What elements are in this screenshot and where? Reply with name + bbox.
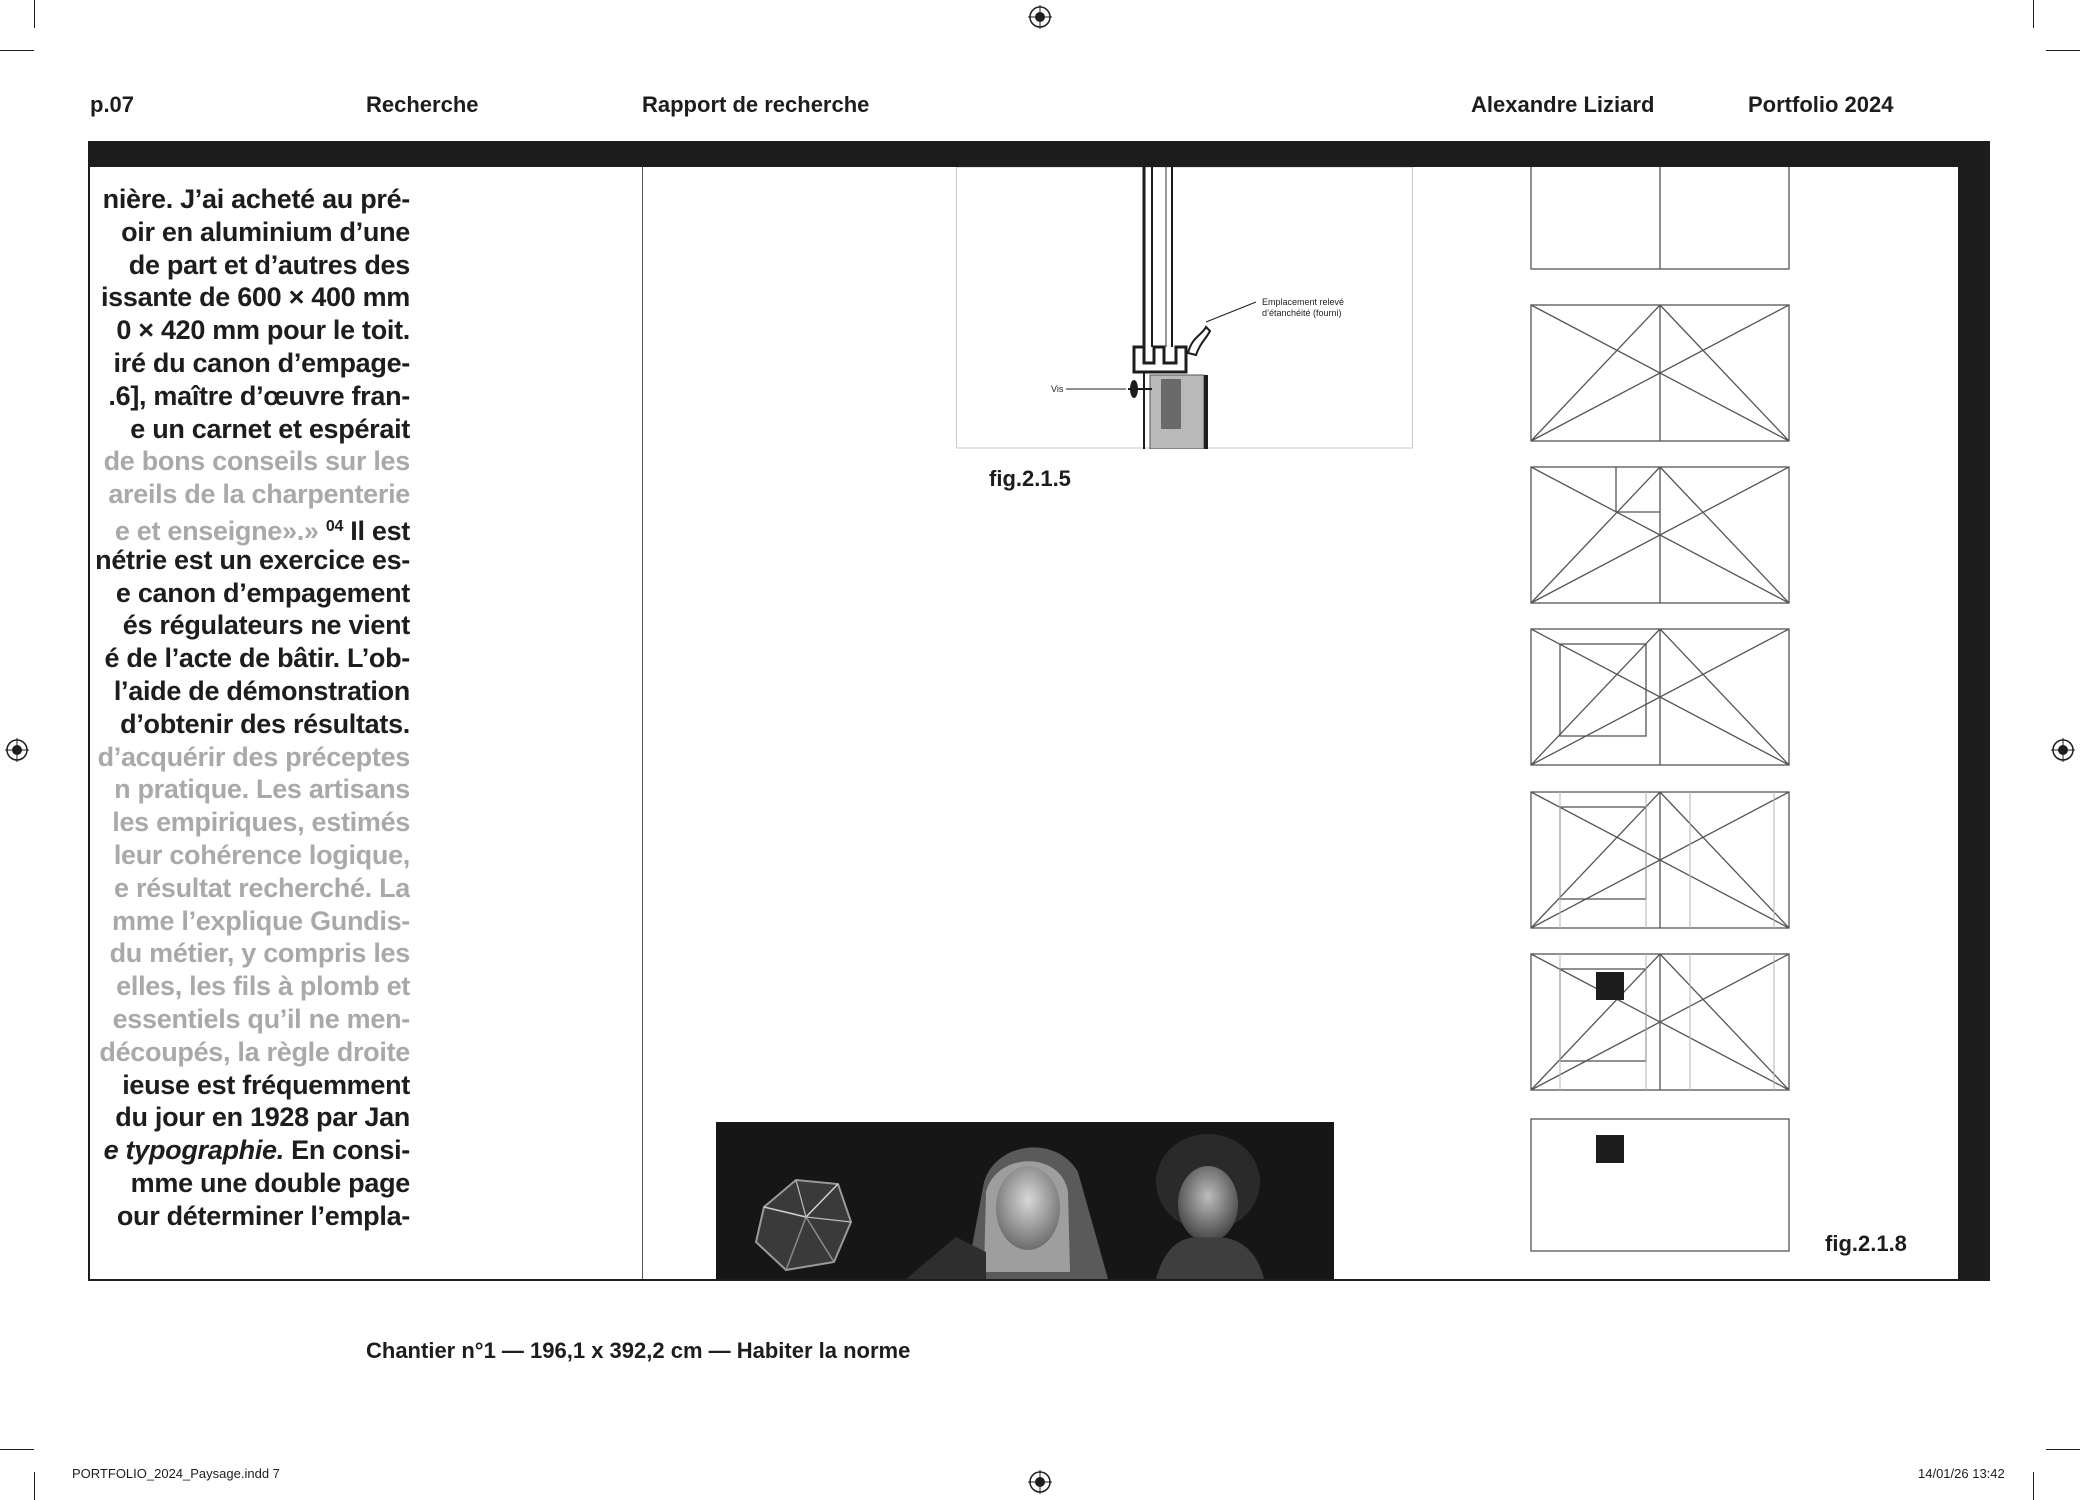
crop-mark [2033, 0, 2034, 28]
publication-title: Portfolio 2024 [1748, 92, 1894, 117]
text-line-content: és régulateurs ne vient [122, 610, 410, 641]
text-line [101, 281, 410, 313]
text-line [112, 806, 410, 838]
portrait-collage-photo [716, 1122, 1334, 1279]
text-line [116, 314, 410, 346]
text-line [121, 216, 410, 248]
text-line-content: les empiriques, estimés [112, 807, 410, 838]
text-line-content: l’aide de démonstration [113, 676, 410, 706]
registration-mark-icon [5, 738, 29, 762]
text-line [129, 249, 410, 281]
footer-caption: Chantier n°1 — 196,1 x 392,2 cm — Habiter la norme [366, 1338, 911, 1363]
text-line-content: e typographie. [103, 1135, 284, 1166]
text-line-content: mme l’explique Gundis- [112, 905, 410, 936]
text-line [98, 741, 410, 773]
text-line [112, 905, 410, 937]
crop-mark [0, 50, 34, 51]
text-line [120, 708, 410, 740]
text-line [105, 642, 411, 674]
text-line-content: .6], maître d’œuvre fran- [108, 380, 410, 411]
registration-mark-icon [1028, 1470, 1052, 1494]
text-line [110, 937, 410, 969]
figure-caption: fig.2.1.5 [989, 466, 1071, 491]
text-line-content: é de l’acte de bâtir. L’ob- [104, 643, 410, 674]
text-line [114, 773, 410, 805]
text-line [115, 511, 410, 547]
author-name: Alexandre Liziard [1471, 92, 1655, 117]
crop-mark [2033, 1472, 2034, 1500]
indesign-file-slug: PORTFOLIO_2024_Paysage.indd 7 [72, 1466, 280, 1481]
text-line-content: iré du canon d’empage- [113, 348, 410, 378]
text-line-content: e résultat recherché. La [114, 872, 410, 903]
grid-construction-diagrams [1530, 167, 1792, 1257]
crop-mark [34, 0, 35, 28]
text-line [108, 478, 410, 510]
text-line [104, 445, 410, 477]
text-line-content: elles, les fils à plomb et [116, 971, 410, 1002]
text-line [130, 413, 410, 445]
seal-label: Emplacement relevé [1262, 297, 1345, 307]
text-line-content: ieuse est fréquemment [122, 1069, 410, 1100]
text-line [114, 872, 410, 904]
text-line [95, 544, 410, 576]
crop-mark [0, 1449, 34, 1450]
text-line-content: d’acquérir des préceptes [97, 741, 410, 772]
text-line-content: mme une double page [130, 1168, 410, 1198]
text-line [123, 609, 410, 641]
text-line [104, 1134, 410, 1166]
footnote-reference: 04 [325, 518, 344, 535]
text-line-content: e et enseigne».» [114, 516, 319, 546]
figure-caption: fig.2.1.8 [1825, 1231, 1907, 1256]
text-line-content: nétrie est un exercice es- [95, 544, 410, 575]
text-line [99, 1036, 410, 1068]
text-line [117, 1200, 410, 1232]
text-line-content: issante de 600 × 400 mm [100, 282, 410, 313]
text-line-content: nière. J’ai acheté au pré- [102, 184, 410, 214]
text-line-content: our déterminer l’empla- [116, 1200, 410, 1231]
text-line [116, 970, 410, 1002]
text-line-content: du métier, y compris les [109, 938, 410, 969]
text-line [113, 1003, 410, 1035]
text-line-content: découpés, la règle droite [99, 1036, 410, 1067]
registration-mark-icon [2051, 738, 2075, 762]
text-line-content: essentiels qu’il ne men- [112, 1004, 410, 1034]
section-title: Recherche [366, 92, 479, 117]
window-section-drawing [956, 167, 1413, 449]
text-line-content: de part et d’autres des [128, 249, 410, 280]
text-line [122, 1069, 410, 1101]
text-line-tail: Il est [343, 516, 410, 546]
text-line [116, 577, 410, 609]
text-line [114, 347, 410, 379]
text-line-content: e canon d’empagement [115, 577, 410, 608]
text-line [131, 1167, 410, 1199]
crop-mark [2046, 1449, 2080, 1450]
page-number: p.07 [90, 92, 135, 117]
screw-label: Vis [1051, 384, 1064, 394]
column-divider [642, 167, 643, 1279]
text-line-content: oir en aluminium d’une [121, 216, 410, 247]
text-line [114, 675, 410, 707]
crop-mark [2046, 50, 2080, 51]
text-line-content: e un carnet et espérait [130, 413, 410, 444]
crop-mark [34, 1472, 35, 1500]
text-column [90, 167, 410, 1279]
subsection-title: Rapport de recherche [642, 92, 870, 117]
seal-label-2: d’étanchéité (fourni) [1262, 308, 1342, 318]
text-line-content: areils de la charpenterie [108, 479, 410, 510]
text-line-content: d’obtenir des résultats. [120, 708, 410, 739]
registration-mark-icon [1028, 5, 1052, 29]
text-line-tail: En consi- [283, 1135, 410, 1166]
text-line [103, 183, 410, 215]
text-line-content: de bons conseils sur les [103, 446, 410, 477]
text-line [115, 1101, 410, 1133]
text-line-content: n pratique. Les artisans [114, 774, 410, 805]
text-line [114, 839, 410, 871]
text-line-content: 0 × 420 mm pour le toit. [116, 315, 410, 346]
text-line-content: du jour en 1928 par Jan [115, 1102, 410, 1133]
print-date-slug: 14/01/26 13:42 [1918, 1466, 2005, 1481]
text-line [108, 380, 410, 412]
text-line-content: leur cohérence logique, [113, 840, 410, 870]
